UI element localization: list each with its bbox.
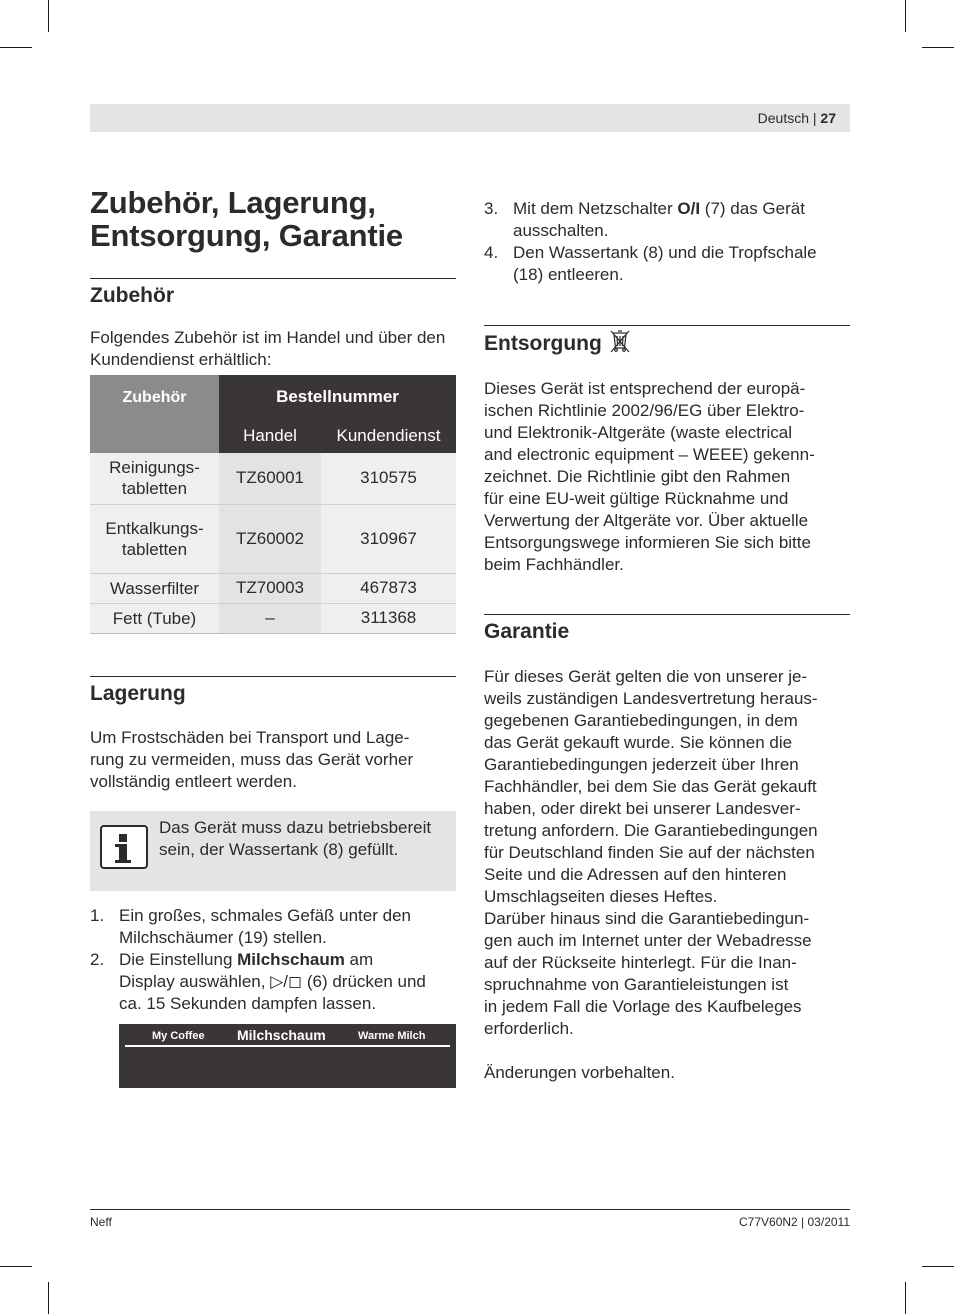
crop-mark: [48, 0, 49, 32]
header-separator: |: [812, 110, 817, 126]
page-header-label: [758, 110, 836, 126]
section-divider: [484, 614, 850, 615]
cell-name-line1: Reinigungs-: [109, 458, 200, 478]
list-item: [90, 949, 456, 1015]
display-tab-warme-milch: Warme Milch: [358, 1029, 426, 1042]
section-heading-entsorgung: [484, 330, 850, 357]
table-cell-handel: TZ70003: [219, 573, 321, 603]
crossed-wheelie-bin-icon: [610, 330, 630, 354]
table-cell-kundendienst: 311368: [321, 603, 456, 633]
page-title-line2: Entsorgung, Garantie: [90, 218, 403, 253]
crop-mark: [922, 1266, 954, 1267]
step-text-bold: O/I: [677, 199, 701, 218]
list-item: [484, 198, 850, 242]
page-title-line1: Zubehör, Lagerung,: [90, 185, 376, 220]
footer-model: C77V60N2 | 03/2011: [739, 1215, 850, 1229]
step-number: 3.: [484, 199, 499, 218]
crop-mark: [922, 47, 954, 48]
table-header-zubehoer: Zubehör: [90, 375, 219, 453]
table-header-kundendienst: Kundendienst: [321, 419, 456, 453]
section-divider: [90, 676, 456, 677]
footer-brand: Neff: [90, 1215, 112, 1229]
table-cell-handel: TZ60001: [219, 453, 321, 504]
step-text: Ein großes, schmales Gefäß unter den Milchschäumer (19) stellen.: [119, 905, 411, 947]
footer-divider: [90, 1209, 850, 1210]
table-cell-name: Wasserfilter: [90, 573, 219, 603]
table-cell-name: Fett (Tube): [90, 603, 219, 633]
header-language: Deutsch: [757, 110, 809, 126]
step-text-bold: Milchschaum: [237, 949, 345, 969]
accessories-table: [90, 375, 456, 634]
garantie-text: Für dieses Gerät gelten die von unserer je- weils zuständigen Landesvertretung heraus- gegebenen Garantiebedingungen, in dem das Gerät gekauft wurde. Sie können die Garantiebedingungen jederzeit über Ihren Fachhändler, bei dem Sie das Gerät gekauft haben, oder direkt bei unserer Landesver- tretung anfordern. Die Garantiebedingungen für Deutschland finden Sie auf der nächsten Seite und die Adressen auf den hinteren Umschlagseiten dieses Heftes.: [484, 667, 818, 906]
crop-mark: [48, 1282, 49, 1314]
cell-name-line2: tabletten: [121, 479, 188, 499]
garantie-note: Änderungen vorbehalten.: [484, 1063, 675, 1082]
table-cell-name: [90, 504, 219, 573]
info-icon: [100, 825, 148, 869]
garantie-text-2: Darüber hinaus sind die Garantiebedingun- gen auch im Internet unter der Webadresse auf der Rückseite hinterlegt. Für die Inan- spruchnahme von Garantieleistungen ist in jedem Fall die Vorlage des Kaufbeleges erforderlich.: [484, 909, 812, 1038]
section-heading-lagerung: Lagerung: [90, 681, 186, 705]
step-text-post: (7) das Gerät ausschalten.: [513, 199, 805, 240]
cell-name-line1: Entkalkungs-: [105, 518, 204, 538]
display-underline: [125, 1045, 450, 1047]
crop-mark: [0, 1266, 32, 1267]
step-text-pre: Die Einstellung: [119, 949, 238, 969]
info-note-text: Das Gerät muss dazu betriebsbereit sein, der Wassertank (8) gefüllt.: [159, 817, 432, 859]
step-text: Den Wassertank (8) und die Tropfschale (18) entleeren.: [513, 243, 817, 284]
step-number: 1.: [90, 905, 105, 925]
table-header-bestellnummer: Bestellnummer: [219, 375, 456, 419]
crop-mark: [905, 0, 906, 32]
table-cell-kundendienst: 310967: [321, 504, 456, 573]
right-column: [484, 198, 850, 1084]
table-cell-handel: –: [219, 603, 321, 633]
page-header: [90, 104, 850, 132]
device-display: [119, 1024, 456, 1088]
display-tab-my-coffee: My Coffee: [152, 1029, 205, 1042]
table-row: [90, 573, 456, 603]
table-row: [90, 453, 456, 504]
section-divider: [484, 325, 850, 326]
section-heading-garantie: Garantie: [484, 620, 570, 643]
crop-mark: [0, 47, 32, 48]
step-number: 4.: [484, 243, 499, 262]
table-cell-kundendienst: 310575: [321, 453, 456, 504]
table-cell-name: [90, 453, 219, 504]
step-text-post: am Display auswählen, ▷/◻ (6) drücken und ca. 15 Sekunden dampfen lassen.: [119, 949, 426, 1013]
table-row: [90, 603, 456, 633]
lagerung-steps: [90, 905, 456, 1015]
crop-mark: [905, 1282, 906, 1314]
page-number: 27: [820, 110, 836, 126]
section-heading-zubehoer: Zubehör: [90, 284, 174, 307]
step-text-pre: Mit dem Netzschalter: [513, 199, 678, 218]
list-item: [484, 242, 850, 286]
list-item: [90, 905, 456, 949]
section-heading-entsorgung-text: Entsorgung: [484, 332, 602, 355]
lagerung-text: Um Frostschäden bei Transport und Lage- rung zu vermeiden, muss das Gerät vorher vollständig entleert werden.: [90, 727, 414, 791]
display-tab-milchschaum: Milchschaum: [237, 1026, 326, 1043]
section-divider: [90, 278, 456, 279]
left-column: [90, 186, 456, 1088]
table-row: [90, 504, 456, 573]
info-note: [90, 811, 456, 891]
step-number: 2.: [90, 949, 105, 969]
zubehoer-intro: Folgendes Zubehör ist im Handel und über den Kundendienst erhältlich:: [90, 328, 446, 369]
table-header-handel: Handel: [219, 419, 321, 453]
entsorgung-text: Dieses Gerät ist entsprechend der europä- ischen Richtlinie 2002/96/EG über Elektro- und Elektronik-Altgeräte (waste electrical and electronic equipment – WEEE) gekenn- zeichnet. Die Richtlinie gibt den Rahmen für eine EU-weit gültige Rücknahme und Verwertung der Altgeräte vor. Über aktuelle Entsorgungswege informieren Sie sich bitte beim Fachhändler.: [484, 379, 815, 574]
table-cell-kundendienst: 467873: [321, 573, 456, 603]
right-steps: [484, 198, 850, 286]
cell-name-line2: tabletten: [121, 539, 188, 559]
table-cell-handel: TZ60002: [219, 504, 321, 573]
page-title: [90, 186, 456, 252]
